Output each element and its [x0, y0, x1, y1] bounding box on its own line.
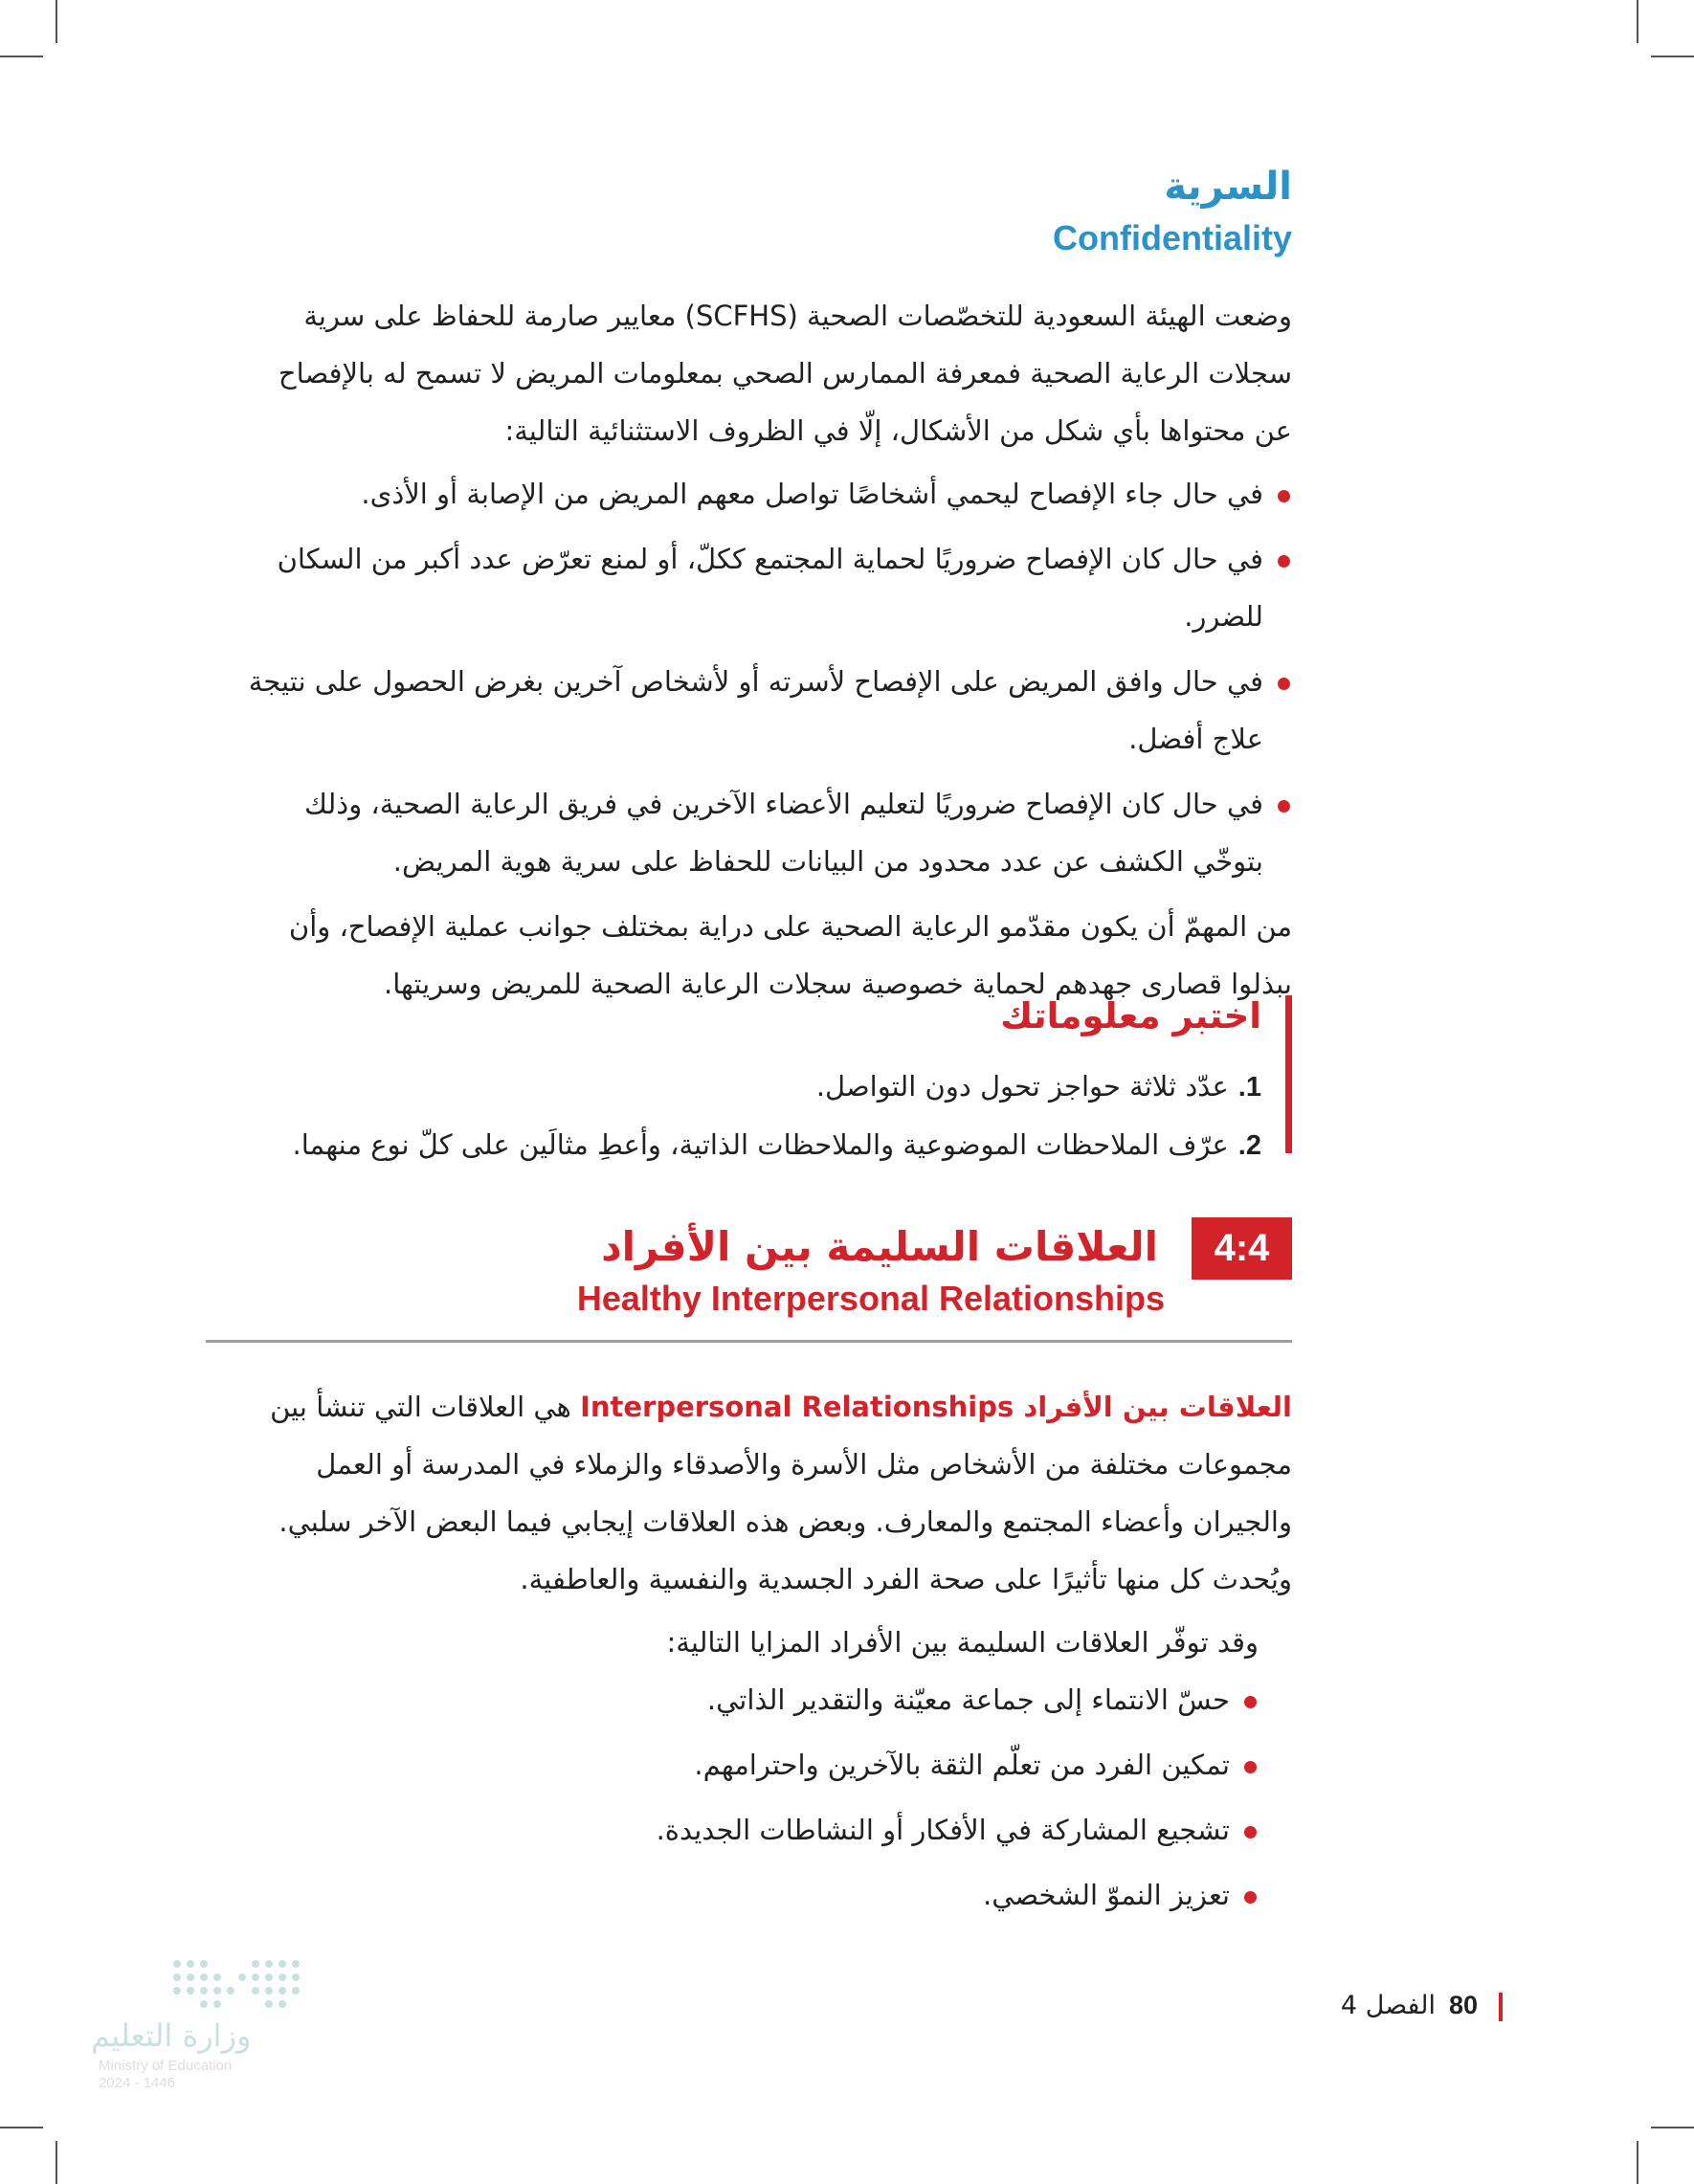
crop-mark — [0, 2127, 43, 2128]
list-item: في حال وافق المريض على الإفصاح لأسرته أو لأشخاص آخرين بغرض الحصول على نتيجة علاج أفضل. — [239, 653, 1292, 768]
page-footer — [1341, 1991, 1503, 2021]
quiz-title: اختبر معلوماتك — [1000, 995, 1261, 1036]
logo-year: 2024 - 1446 — [99, 2075, 176, 2091]
logo-dots-icon — [91, 1952, 340, 2010]
crop-mark — [0, 56, 43, 57]
ministry-logo — [91, 1952, 340, 2096]
term-highlight: العلاقات بين الأفراد Interpersonal Relationships — [580, 1391, 1292, 1423]
crop-mark — [1651, 56, 1694, 57]
list-item: في حال كان الإفصاح ضروريًا لحماية المجتمع ككلّ، أو لمنع تعرّض عدد أكبر من السكان للضرر. — [239, 530, 1292, 645]
confidentiality-intro: وضعت الهيئة السعودية للتخصّصات الصحية (SCFHS) معايير صارمة للحفاظ على سرية سجلات الرعاية الصحية فمعرفة الممارس الصحي بمعلومات المريض لا تسمح له بالإفصاح عن محتواها بأي شكل من الأشكال، إلّا في الظروف الاستثنائية التالية: — [278, 300, 1292, 447]
bullet-icon — [1244, 1696, 1257, 1708]
quiz-box — [233, 995, 1292, 1161]
page-number: 80 — [1448, 1991, 1478, 2019]
list-item: حسّ الانتماء إلى جماعة معيّنة والتقدير الذاتي. — [239, 1671, 1259, 1728]
list-item: تعزيز النموّ الشخصي. — [239, 1866, 1259, 1924]
benefits-list — [239, 1671, 1292, 1924]
section-divider — [206, 1340, 1292, 1343]
bullet-icon — [1278, 800, 1290, 813]
quiz-item: 2.عرّف الملاحظات الموضوعية والملاحظات الذاتية، وأعطِ مثالَين على كلّ نوع منهما. — [292, 1128, 1261, 1161]
confidentiality-section — [239, 287, 1292, 1013]
confidentiality-heading-ar: السرية — [1164, 165, 1292, 209]
bullet-icon — [1244, 1891, 1257, 1904]
bullet-icon — [1244, 1761, 1257, 1773]
crop-mark — [1651, 2127, 1694, 2128]
exceptions-list — [239, 465, 1292, 890]
footer-accent-bar — [1499, 1993, 1503, 2021]
logo-name-ar: وزارة التعليم — [91, 2017, 252, 2054]
list-item: في حال جاء الإفصاح ليحمي أشخاصًا تواصل معهم المريض من الإصابة أو الأذى. — [239, 465, 1292, 523]
confidentiality-closing: من المهمّ أن يكون مقدّمو الرعاية الصحية على دراية بمختلف جوانب عملية الإفصاح، وأن يبذلوا قصارى جهدهم لحماية خصوصية سجلات الرعاية الصحية للمريض وسريتها. — [288, 910, 1292, 1000]
bullet-icon — [1244, 1826, 1257, 1839]
section-number-badge: 4:4 — [1192, 1217, 1292, 1280]
crop-mark — [56, 2141, 57, 2184]
list-item: في حال كان الإفصاح ضروريًا لتعليم الأعضاء الآخرين في فريق الرعاية الصحية، وذلك بتوخّي الكشف عن عدد محدود من البيانات للحفاظ على سرية هوية المريض. — [239, 775, 1292, 890]
chapter-label: الفصل 4 — [1340, 1991, 1436, 2020]
bullet-icon — [1278, 555, 1290, 568]
relationships-definition: العلاقات بين الأفراد Interpersonal Relationships هي العلاقات التي تنشأ بين مجموعات مختلفة من الأشخاص مثل الأسرة والأصدقاء والزملاء في المدرسة أو العمل والجيران وأعضاء المجتمع والمعارف. وبعض هذه العلاقات إيجابي فيما البعض الآخر سلبي. ويُحدث كل منها تأثيرًا على صحة الفرد الجسدية والنفسية والعاطفية. — [270, 1391, 1292, 1595]
relationships-section — [239, 1378, 1292, 1931]
bullet-icon — [1278, 678, 1290, 690]
quiz-item: 1.عدّد ثلاثة حواجز تحول دون التواصل. — [815, 1070, 1261, 1103]
benefits-intro: وقد توفّر العلاقات السليمة بين الأفراد المزايا التالية: — [666, 1626, 1259, 1659]
list-item: تشجيع المشاركة في الأفكار أو النشاطات الجديدة. — [239, 1801, 1259, 1859]
confidentiality-heading-en: Confidentiality — [1053, 218, 1292, 257]
bullet-icon — [1278, 490, 1290, 502]
section-title-en: Healthy Interpersonal Relationships — [576, 1279, 1165, 1318]
crop-mark — [1637, 2141, 1638, 2184]
logo-name-en: Ministry of Education — [99, 2058, 233, 2074]
crop-mark — [56, 0, 57, 43]
list-item: تمكين الفرد من تعلّم الثقة بالآخرين واحترامهم. — [239, 1736, 1259, 1794]
crop-mark — [1637, 0, 1638, 43]
section-title-ar: العلاقات السليمة بين الأفراد — [601, 1223, 1158, 1270]
quiz-list — [293, 1058, 1262, 1174]
